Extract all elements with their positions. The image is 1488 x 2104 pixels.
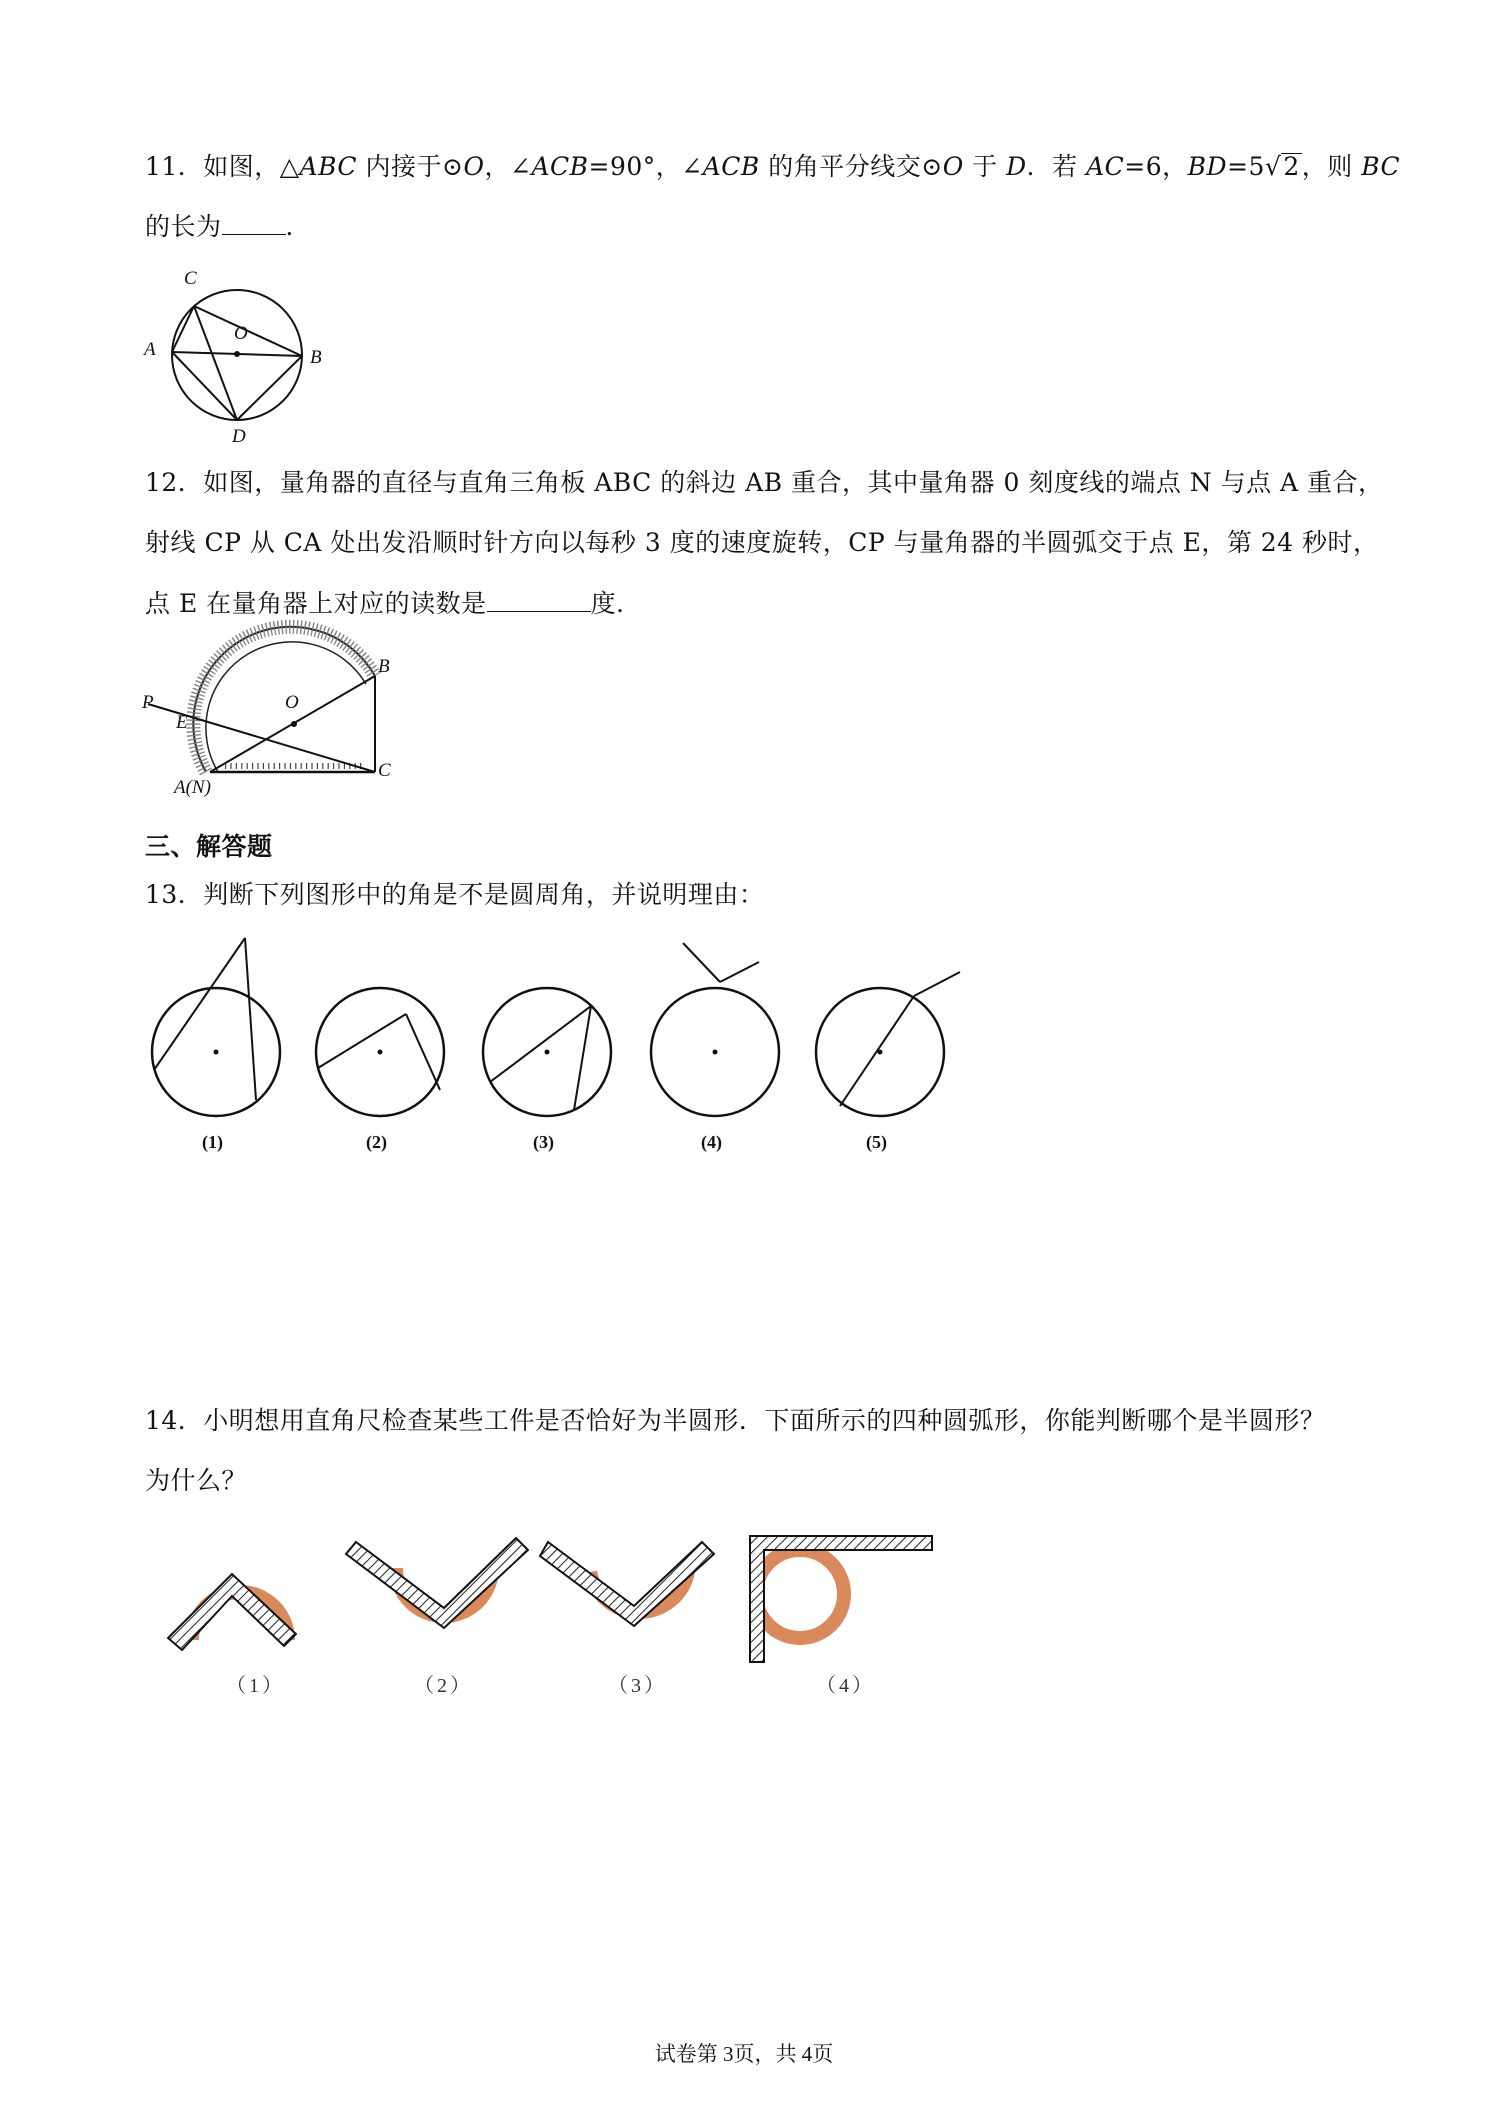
q13-figure-5 [816, 972, 960, 1153]
caption-2: （2） [414, 1675, 473, 1697]
label-o: O [285, 692, 299, 713]
caption-4: (4) [701, 1132, 722, 1152]
caption-3: （3） [608, 1675, 667, 1697]
caption-3: (3) [533, 1132, 554, 1152]
q11-figure [140, 262, 340, 452]
caption-2: (2) [366, 1132, 387, 1152]
q14-line-1: 14．小明想用直角尺检查某些工件是否恰好为半圆形．下面所示的四种圆弧形，你能判断哪个是半圆形？ [145, 1406, 1326, 1435]
q11-line-1: 11．如图，△ABC 内接于⊙O，∠ACB=90°，∠ACB 的角平分线交⊙O 于 D．若 AC=6，BD=5√2，则 BC [145, 152, 1401, 181]
label-b: B [378, 656, 390, 677]
q13-figure-3 [483, 988, 611, 1153]
q12-line-2: 射线 CP 从 CA 处出发沿顺时针方向以每秒 3 度的速度旋转，CP 与量角器的半圆弧交于点 E，第 24 秒时， [145, 528, 1379, 557]
label-b: B [310, 347, 322, 368]
label-c: C [378, 760, 391, 781]
q14-figure-4 [750, 1536, 932, 1697]
label-c: C [184, 268, 197, 289]
answer-blank-q12 [487, 587, 591, 612]
section-heading: 三、解答题 [145, 832, 273, 861]
caption-4: （4） [816, 1675, 875, 1697]
q14-figure-2 [346, 1538, 528, 1697]
q13-text: 13．判断下列图形中的角是不是圆周角，并说明理由： [145, 880, 765, 909]
label-a: A [144, 339, 156, 360]
caption-1: (1) [202, 1132, 223, 1152]
q13-figures [140, 920, 980, 1160]
caption-1: （1） [226, 1675, 285, 1697]
q14-figure-1 [168, 1574, 296, 1697]
q14-line-2: 为什么？ [145, 1466, 248, 1495]
q12-line-3: 点 E 在量角器上对应的读数是 度． [145, 589, 642, 618]
q12-protractor-figure [140, 636, 410, 796]
label-e: E [176, 712, 188, 733]
sqrt-two: 2 [1283, 152, 1300, 181]
q13-figure-2 [316, 988, 444, 1153]
page-footer: 试卷第 3页，共 4页 [654, 2042, 834, 2066]
label-a-n: A(N) [174, 777, 211, 798]
label-d: D [232, 426, 246, 447]
q13-figure-1 [152, 938, 280, 1153]
answer-blank-q11 [222, 210, 286, 235]
label-p: P [142, 692, 154, 713]
q14-figure-3 [540, 1542, 714, 1697]
label-o: O [234, 323, 248, 344]
q14-figures [150, 1520, 950, 1700]
q11-line-2: 的长为 ． [145, 212, 312, 241]
caption-5: (5) [866, 1132, 887, 1152]
q12-line-1: 12．如图，量角器的直径与直角三角板 ABC 的斜边 AB 重合，其中量角器 0 刻度线的端点 N 与点 A 重合， [145, 468, 1384, 497]
q13-figure-4 [651, 943, 779, 1153]
